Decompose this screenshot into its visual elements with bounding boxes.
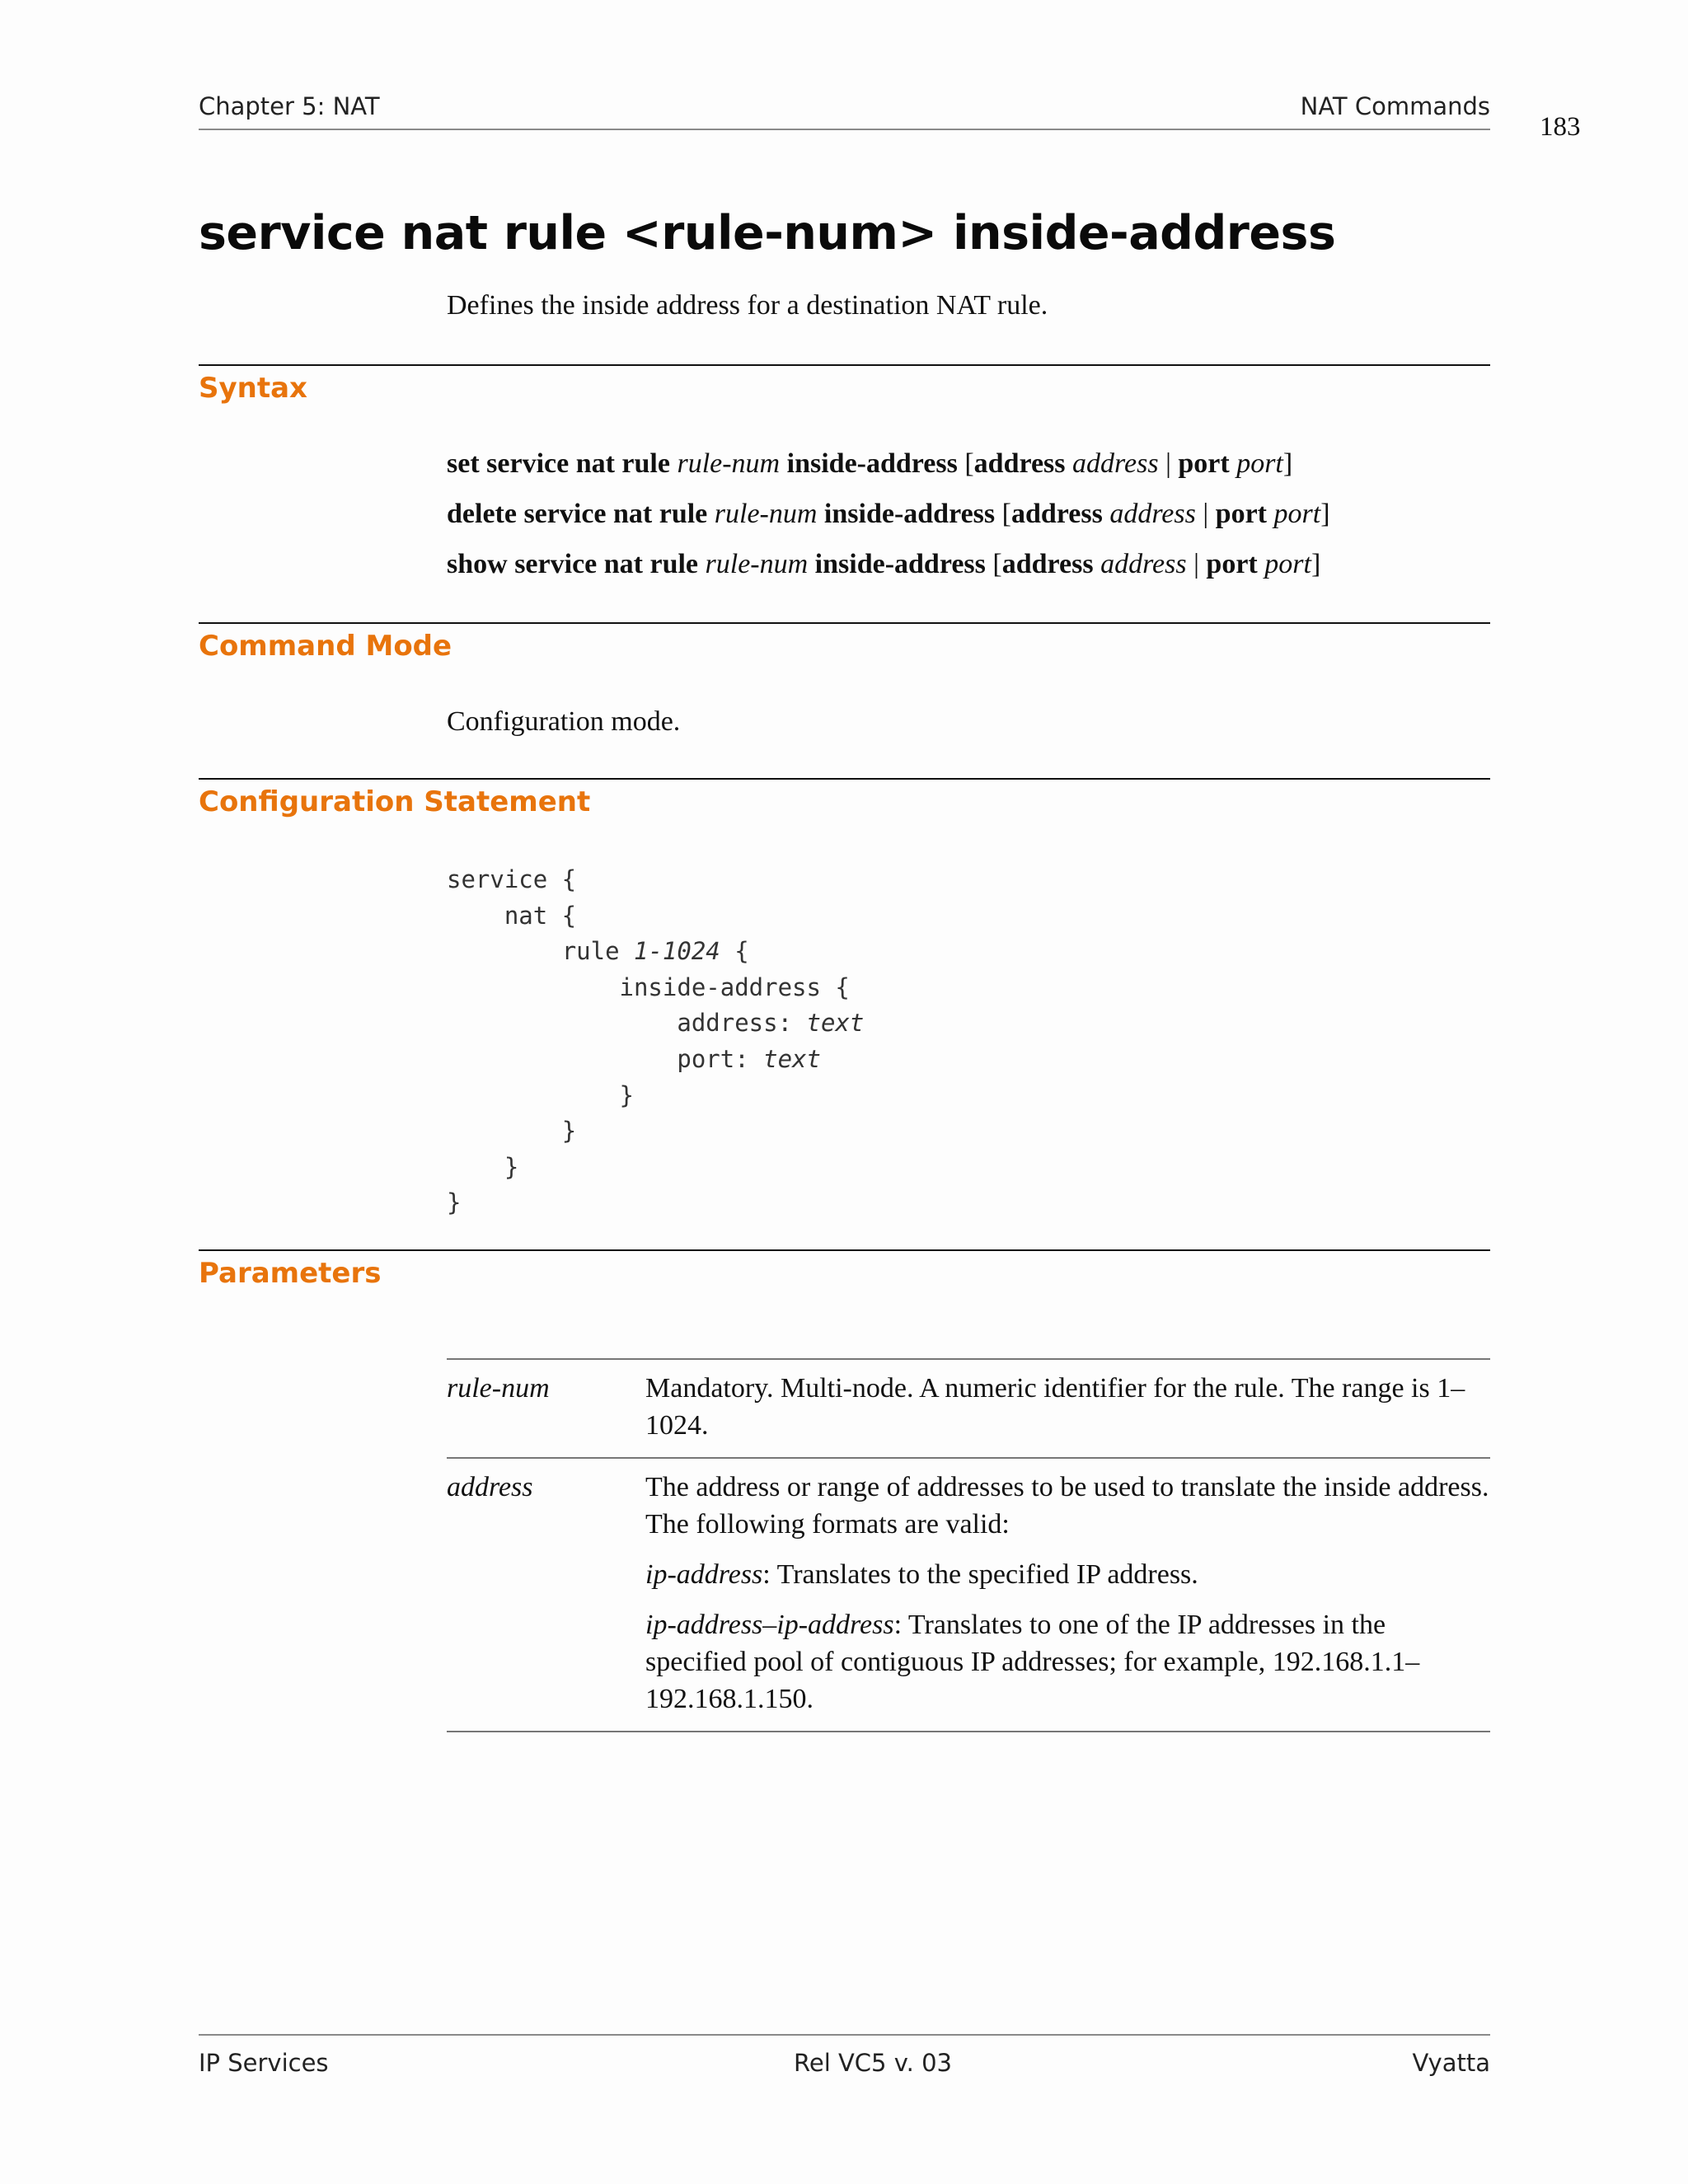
format-term: ip-address–ip-address xyxy=(645,1610,894,1640)
footer-left: IP Services xyxy=(199,2049,329,2077)
code-brace: } xyxy=(619,1080,634,1109)
page-header xyxy=(199,92,1490,130)
syntax-verb: delete xyxy=(447,499,517,529)
chapter-label: Chapter 5: NAT xyxy=(199,92,380,120)
code-brace: } xyxy=(561,1117,577,1146)
table-row xyxy=(447,1458,1490,1732)
code-line: service { xyxy=(447,865,577,893)
syntax-option-keyword: port xyxy=(1215,499,1267,529)
syntax-bracket: [ xyxy=(964,448,974,479)
syntax-option-keyword: address xyxy=(973,448,1066,479)
code-keyword: port: xyxy=(677,1044,764,1073)
syntax-bracket: [ xyxy=(992,549,1002,579)
syntax-option-keyword: port xyxy=(1206,549,1258,579)
syntax-arg: rule-num xyxy=(714,499,818,529)
code-brace: } xyxy=(504,1152,519,1181)
code-line: nat { xyxy=(504,901,577,930)
syntax-show-line xyxy=(447,549,1320,580)
footer-right: Vyatta xyxy=(1412,2049,1490,2077)
param-description xyxy=(645,1458,1490,1732)
code-keyword: address: xyxy=(677,1009,807,1038)
syntax-bracket: ] xyxy=(1282,448,1293,479)
syntax-option-value: address xyxy=(1109,499,1196,529)
section-divider xyxy=(199,1249,1490,1251)
param-format xyxy=(645,1606,1490,1718)
syntax-bracket: ] xyxy=(1320,499,1330,529)
syntax-option-keyword: address xyxy=(1001,549,1094,579)
code-brace: } xyxy=(447,1188,462,1217)
config-statement-heading: Configuration Statement xyxy=(199,785,591,818)
section-divider xyxy=(199,622,1490,624)
section-label: NAT Commands xyxy=(1300,92,1490,120)
format-text: : Translates to the specified IP address. xyxy=(762,1559,1198,1590)
syntax-arg: rule-num xyxy=(705,549,809,579)
param-name: rule-num xyxy=(447,1373,550,1404)
syntax-command: service nat rule xyxy=(523,499,708,529)
syntax-separator: | xyxy=(1165,448,1171,479)
syntax-option-keyword: port xyxy=(1178,448,1230,479)
param-desc-text: The address or range of addresses to be used to translate the inside address. The following formats are valid: xyxy=(645,1472,1489,1540)
param-desc-text: Mandatory. Multi-node. A numeric identifier for the rule. The range is 1–1024. xyxy=(645,1373,1465,1441)
syntax-keyword: inside-address xyxy=(823,499,996,529)
syntax-arg: rule-num xyxy=(677,448,781,479)
syntax-command: service nat rule xyxy=(486,448,670,479)
syntax-set-line xyxy=(447,448,1292,480)
command-mode-heading: Command Mode xyxy=(199,630,452,663)
syntax-heading: Syntax xyxy=(199,372,307,405)
param-description xyxy=(645,1359,1490,1458)
syntax-command: service nat rule xyxy=(514,549,699,579)
page-number: 183 xyxy=(1540,112,1581,142)
syntax-bracket: [ xyxy=(1001,499,1011,529)
format-text: : Translates to one of the IP addresses in the specified pool of contiguous IP addresses; for example, 192.168.1.1–192.168.1.150. xyxy=(645,1610,1420,1714)
syntax-option-value: address xyxy=(1100,549,1187,579)
syntax-option-value: port xyxy=(1273,499,1321,529)
syntax-separator: | xyxy=(1193,549,1199,579)
table-row xyxy=(447,1359,1490,1458)
code-line: inside-address { xyxy=(619,972,850,1001)
intro-text: Defines the inside address for a destination NAT rule. xyxy=(447,290,1048,321)
config-statement-code xyxy=(447,862,864,1221)
code-value: 1-1024 xyxy=(634,937,720,966)
code-value: text xyxy=(763,1044,821,1073)
parameters-heading: Parameters xyxy=(199,1257,382,1290)
syntax-keyword: inside-address xyxy=(814,549,986,579)
syntax-option-value: address xyxy=(1072,448,1159,479)
syntax-bracket: ] xyxy=(1311,549,1321,579)
syntax-separator: | xyxy=(1203,499,1209,529)
param-name: address xyxy=(447,1472,533,1502)
command-mode-text: Configuration mode. xyxy=(447,706,681,737)
syntax-option-keyword: address xyxy=(1010,499,1103,529)
code-brace: { xyxy=(720,937,749,966)
format-term: ip-address xyxy=(645,1559,763,1590)
section-divider xyxy=(199,778,1490,780)
page-title: service nat rule <rule-num> inside-address xyxy=(199,206,1336,260)
section-divider xyxy=(199,364,1490,366)
syntax-option-value: port xyxy=(1264,549,1311,579)
syntax-verb: set xyxy=(447,448,480,479)
page-footer xyxy=(199,2034,1490,2077)
syntax-keyword: inside-address xyxy=(786,448,958,479)
parameters-table xyxy=(447,1358,1490,1732)
footer-center: Rel VC5 v. 03 xyxy=(794,2049,952,2077)
code-value: text xyxy=(806,1009,865,1038)
syntax-verb: show xyxy=(447,549,508,579)
param-format xyxy=(645,1556,1490,1593)
syntax-delete-line xyxy=(447,499,1330,530)
code-keyword: rule xyxy=(561,937,634,966)
syntax-option-value: port xyxy=(1236,448,1283,479)
